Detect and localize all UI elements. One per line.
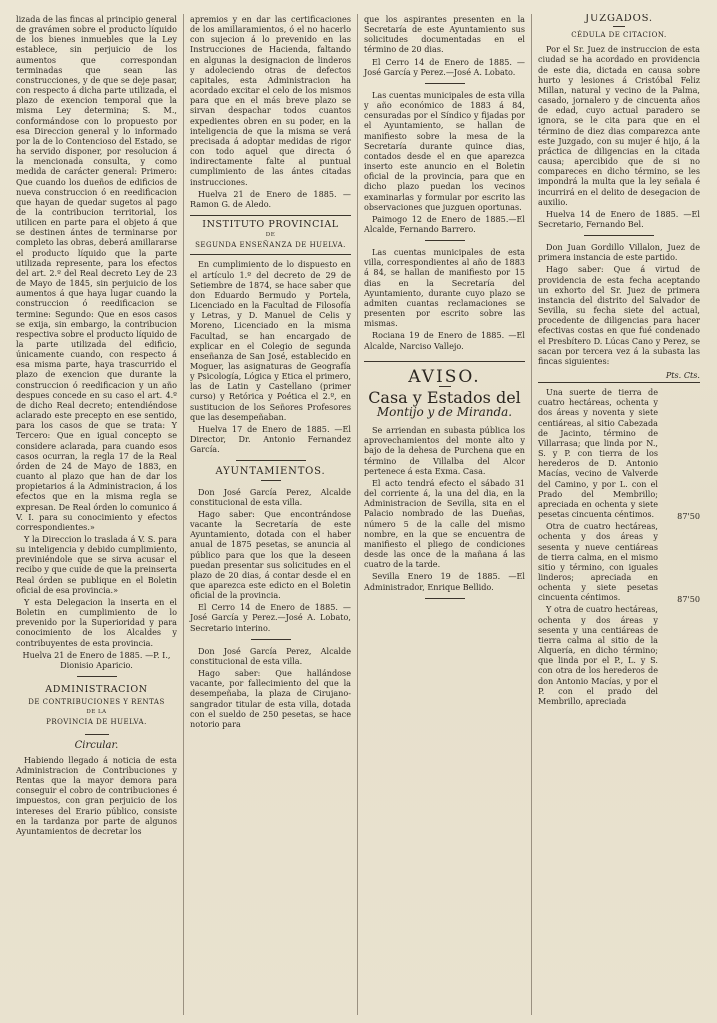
lot-1-text: Una suerte de tierra de cuatro hectáreas, ochenta y dos áreas y noventa y siete centiáreas, al sitio Cabezada de Jacinto, término de Villarrasa; que linda por N., S. y P. con tierra de los herederos de D. Antonio Macías, vecino de Valverde del Camino, y por L. con el Prado del Membrillo; apreciada en ochenta y siete pesetas cincuenta céntimos. <box>538 387 658 520</box>
divider <box>584 235 654 236</box>
divider <box>613 26 625 27</box>
lot-2-amount: 87'50 <box>677 594 700 605</box>
alcalde-intro-2: Don José García Perez, Alcalde constitucional de esta villa. <box>190 645 351 666</box>
instituto-de: DE <box>265 232 276 239</box>
delegacion-text: Y esta Delegacion la inserta en el Boletin en cumplimiento de lo prevenido por la Superioridad y para conocimiento de los Alcaldes y contribuyentes de esta provincia. <box>16 596 177 648</box>
instituto-subtitle: SEGUNDA ENSEÑANZA DE HUELVA. <box>195 241 346 250</box>
lot-2-text: Otra de cuatro hectáreas, ochenta y dos áreas y sesenta y nueve centiáreas de tierra calma, en el mismo sitio y término, con iguales linderos; apreciada en ochenta y siete pesetas cincuenta céntimos. <box>538 521 658 603</box>
juzgados-heading: JUZGADOS. <box>585 14 653 24</box>
column-3 <box>358 14 532 1015</box>
divider <box>77 676 117 677</box>
lot-3 <box>538 604 700 708</box>
aspirantes-text: que los aspirantes presenten en la Secretaría de este Ayuntamiento sus solicitudes documentadas en el término de 20 dias. <box>364 14 525 55</box>
juez-intro: Don Juan Gordillo Villalon, Juez de primera instancia de este partido. <box>538 242 700 263</box>
divider <box>251 639 291 640</box>
divider <box>425 598 465 599</box>
paimogo-text: Las cuentas municipales de esta villa y año económico de 1883 á 84, censuradas por el Síndico y fijadas por el Ayuntamiento, se hallan de manifiesto sobre la mesa de la Secretaría durante quince dias, contados desde el en que aparezca inserto este anuncio en el Boletin oficial de la provincia, para que en dicho plazo puedan los vecinos examinarlas y formular por escrito las observaciones que juzguen oportunas. <box>364 89 525 212</box>
divider <box>425 240 465 241</box>
real-orden-text: lizada de las fincas al principio general de gravámen sobre el producto líquido de los bienes inmuebles que la Ley establece, sin perjuicio de los aumentos que correspondan terminadas que sean las construcciones, y de que se deje pasar, con respecto á dicha parte utilizada, el plazo de exencion temporal que la misma Ley determina; S. M., conformándose con lo propuesto por esa Direccion general y lo informado por la de lo Contencioso del Estado, se ha servido disponer, por resolucion á la mencionada consulta, y como medida de carácter general: Primero: Que cuando los dueños de edificios de nueva construccion ó en reedificacion que hayan de quedar sugetos al pago de la contribucion territorial, los utilicen en parte para el objeto á que se destinen ántes de terminarse por completo las obras, deberá amillararse el producto líquido que la parte utilizada represente, para los efectos del art. 2.º del Real decreto Ley de 23 de Mayo de 1845, sin perjuicio de los aumentos á que haya lugar cuando la construccion ó reedificacion se termine: Segundo: Que en esos casos se exija, sin embargo, la contribucion respectiva sobre el producto líquido de la parte utilizada del edificio, únicamente cuando, con respecto á esa misma parte, haya trascurrido el plazo de exencion que durante la construccion ó reedificacion y un año despues concede en su caso el art. 4.º de dicho Real decreto; entendiéndose aclarado este precepto en ese sentido, para los casos de que se trata: Y Tercero: Que en igual concepto se considere aclarada, para cuando esos casos ocurran, la regla 17 de la Real órden de 24 de Mayo de 1883, en cuanto al plazo que han de dar los propietarios á la Administracion, á los efectos que en la misma regla se expresan. De Real órden lo comunico á V. I. para su conocimiento y efectos correspondientes.» <box>16 14 177 532</box>
acto-text: El acto tendrá efecto el sábado 31 del corriente á, la una del dia, en la Administracion de Sevilla, sita en el Palacio nombrado de las Dueñas, número 5 de la calle del mismo nombre, en la que se encuentra de manifiesto el pliego de condiciones desde las once de la mañana á las cuatro de la tarde. <box>364 477 525 570</box>
instituto-title: INSTITUTO PROVINCIAL <box>202 218 339 230</box>
signature-aledo: Huelva 21 de Enero de 1885. —Ramon G. de Aledo. <box>190 188 351 209</box>
divider <box>364 361 525 362</box>
lot-2 <box>538 521 700 604</box>
divider <box>538 382 700 383</box>
lot-1 <box>538 387 700 521</box>
columns <box>10 14 707 1015</box>
signature-fernandez: Huelva 17 de Enero de 1885. —El Director, Dr. Antonio Fernandez García. <box>190 423 351 455</box>
divider <box>236 460 306 461</box>
divider <box>425 83 465 84</box>
signature-vallejo: Rociana 19 de Enero de 1885. —El Alcalde, Narciso Vallejo. <box>364 330 525 351</box>
circular-text: Habiendo llegado á noticia de esta Administracion de Contribuciones y Rentas que la mayor demora para conseguir el cobro de contribuciones é impuestos, con gran perjuicio de los intereses del Erario público, consiste en la tardanza por parte de algunos Ayuntamientos de decretar los <box>16 754 177 836</box>
column-4 <box>532 14 706 1015</box>
signature-bel: Huelva 14 de Enero de 1885. —El Secretario, Fernando Bel. <box>538 208 700 229</box>
adm-title-3: DE LA <box>86 709 107 716</box>
ayuntamientos-heading: AYUNTAMIENTOS. <box>215 466 326 478</box>
administracion-text: apremios y en dar las certificaciones de los amillaramientos, ó el no hacerlo con sujecion á lo prevenido en las Instrucciones de Hacienda, faltando en algunas la designacion de linderos y adoleciendo otras de defectos capitales, esta Administracion ha acordado excitar el celo de los mismos para que en el más breve plazo se sirvan despachar todos cuantos expedientes obren en su poder, en la inteligencia de que la misma se verá precisada á adoptar medidas de rigor con todo aquel que directa ó indirectamente falte al puntual cumplimiento de las ántes citadas instrucciones. <box>190 14 351 187</box>
signature-aparicio: Huelva 21 de Enero de 1885. —P. I., Dionisio Aparicio. <box>22 649 171 670</box>
adm-title-1: ADMINISTRACION <box>45 684 148 695</box>
cirujano-text: Hago saber: Que hallándose vacante, por fallecimiento del que la desempeñaba, la plaza de Cirujano-sangrador titular de esta villa, dotada con el sueldo de 250 pesetas, se hace notorio para <box>190 668 351 729</box>
signature-garcia-1: El Cerro 14 de Enero de 1885. —José García y Perez.—José A. Lobato, Secretario interino. <box>190 602 351 633</box>
instituto-header <box>190 215 351 255</box>
signature-barrero: Paimogo 12 de Enero de 1885.—El Alcalde, Fernando Barrero. <box>364 213 525 234</box>
signature-bellido: Sevilla Enero 19 de 1885. —El Administrador, Enrique Bellido. <box>364 571 525 592</box>
subasta-fincas-text: Hago saber: Que á virtud de providencia de esta fecha aceptando un exhorto del Sr. Juez de primera instancia del distrito del Salvador de Sevilla, su fecha siete del actual, procedente de diligencias para hacer efectivas costas en que fué condenado el Presbítero D. Lúcas Cano y Perez, se sacan por tercera vez á la subasta las fincas siguientes: <box>538 264 700 366</box>
alcalde-intro-1: Don José García Perez, Alcalde constitucional de esta villa. <box>190 486 351 507</box>
divider <box>85 734 109 735</box>
instituto-text: En cumplimiento de lo dispuesto en el artículo 1.º del decreto de 29 de Setiembre de 1874, se hace saber que don Eduardo Bermudo y Portela, Licenciado en la Facultad de Filosofía y Letras, y D. Manuel de Celis y Moreno, Licenciado en la misma Facultad, se han encargado de explicar en el Colegio de segunda enseñanza de San José, establecido en Moguer, las asignaturas de Geografía y Psicología, Lógica y Etica el primero, las de Latin y Castellano (primer curso) y Retórica y Poética el 2.º, en sustitucion de los Señores Profesores que las desempeñaban. <box>190 259 351 422</box>
divider <box>261 480 281 481</box>
citacion-text: Por el Sr. Juez de instruccion de esta ciudad se ha acordado en providencia de este dia, dictada en causa sobre hurto y lesiones á Cristóbal Feliz Millan, natural y vecino de la Palma, casado, jornalero y de cincuenta años de edad, cuyo actual paradero se ignora, se le cita para que en el término de diez dias comparezca ante este Juzgado, con su mujer é hijo, á la práctica de diligencias en la citada causa; apercibido que de si no compareces en dicho término, se les impondrá la multa que la ley señala é incurrirá en el delito de desegacion de auxilio. <box>538 44 700 207</box>
circular-heading: Circular. <box>74 739 119 751</box>
signature-garcia-2: El Cerro 14 de Enero de 1885. —José García y Perez.—José A. Lobato. <box>364 56 525 77</box>
cedula-heading: CÉDULA DE CITACION. <box>571 31 667 40</box>
pts-cts-header: Pts. Cts. <box>665 370 700 380</box>
aviso-heading: AVISO. <box>408 366 481 387</box>
lot-1-amount: 87'50 <box>677 511 700 522</box>
adm-title-2: DE CONTRIBUCIONES Y RENTAS <box>28 698 165 707</box>
adm-title-4: PROVINCIA DE HUELVA. <box>46 718 147 727</box>
column-1 <box>10 14 184 1015</box>
direccion-text: Y la Direccion lo traslada á V. S. para su inteligencia y debido cumplimiento, previniéndole que se sirva acusar el recibo y que cuide de que la preinserta Real órden se publique en el Boletin oficial de esa provincia.» <box>16 533 178 595</box>
column-2 <box>184 14 358 1015</box>
aviso-casa: Casa y Estados del <box>368 387 521 407</box>
rociana-text: Las cuentas municipales de esta villa, correspondientes al año de 1883 á 84, se hallan de manifiesto por 15 dias en la Secretaría del Ayuntamiento, durante cuyo plazo se admiten cuantas reclamaciones se presenten por escrito sobre las mismas. <box>364 247 525 329</box>
subasta-text: Se arriendan en subasta pública los aprovechamientos del monte alto y bajo de la dehesa de Purchena que en término de Villalba del Alcor pertenece á esta Exma. Casa. <box>364 425 525 476</box>
secretaria-text: Hago saber: Que encontrándose vacante la Secretaría de este Ayuntamiento, dotada con el haber anual de 1875 pesetas, se anuncia al público para que los que la deseen puedan presentar sus solicitudes en el plazo de 20 dias, á contar desde el en que aparezca este edicto en el Boletin oficial de la provincia. <box>190 508 351 601</box>
aviso-montijo: Montijo y de Miranda. <box>376 405 513 419</box>
lot-3-text: Y otra de cuatro hectáreas, ochenta y dos áreas y sesenta y una centiáreas de tierra calma al sitio de la Alquería, en dicho término; que linda por el P., L. y S. con otra de los herederos de don Antonio Macías, y por el P. con el prado del Membrillo, apreciada <box>538 604 658 706</box>
